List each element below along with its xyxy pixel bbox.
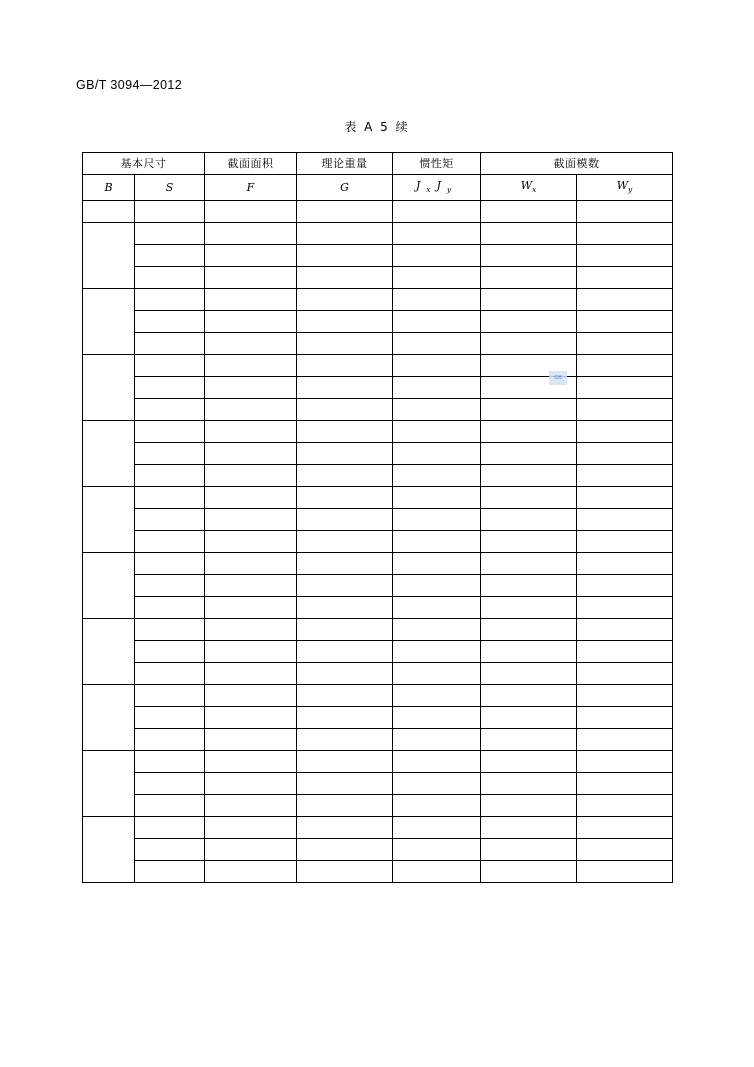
cell-s xyxy=(135,531,205,553)
cell-wy xyxy=(577,267,673,289)
table-row xyxy=(83,289,673,311)
cell-wy xyxy=(577,553,673,575)
cell-wx xyxy=(481,575,577,597)
cell-wy xyxy=(577,685,673,707)
cell-wx xyxy=(481,861,577,883)
table-row xyxy=(83,575,673,597)
cell-wx xyxy=(481,839,577,861)
cell-s xyxy=(135,443,205,465)
cell-b-merged xyxy=(83,553,135,619)
header-basic-dimension: 基本尺寸 xyxy=(83,153,205,175)
cell-j xyxy=(393,245,481,267)
cell-g xyxy=(297,421,393,443)
cell-s xyxy=(135,201,205,223)
header-symbol-s: S xyxy=(135,175,205,201)
cell-s xyxy=(135,289,205,311)
cell-g xyxy=(297,663,393,685)
cell-j xyxy=(393,223,481,245)
cell-j xyxy=(393,729,481,751)
cell-j xyxy=(393,553,481,575)
cell-s xyxy=(135,685,205,707)
cell-s xyxy=(135,355,205,377)
cell-g xyxy=(297,685,393,707)
cell-f xyxy=(205,355,297,377)
cell-f xyxy=(205,201,297,223)
cell-b-merged xyxy=(83,487,135,553)
cell-wx xyxy=(481,399,577,421)
cell-wx xyxy=(481,421,577,443)
cell-s xyxy=(135,245,205,267)
cell-wy xyxy=(577,465,673,487)
cell-s xyxy=(135,729,205,751)
cell-g xyxy=(297,201,393,223)
cell-wy xyxy=(577,333,673,355)
cell-g xyxy=(297,465,393,487)
cell-wx xyxy=(481,245,577,267)
cell-g xyxy=(297,575,393,597)
cell-wx xyxy=(481,685,577,707)
table-row xyxy=(83,509,673,531)
table-row xyxy=(83,685,673,707)
cell-g xyxy=(297,355,393,377)
cell-s xyxy=(135,311,205,333)
cell-j xyxy=(393,421,481,443)
cell-b-merged xyxy=(83,289,135,355)
cell-wx xyxy=(481,619,577,641)
cell-wy xyxy=(577,223,673,245)
cell-g xyxy=(297,707,393,729)
cell-wy xyxy=(577,531,673,553)
cell-wx xyxy=(481,311,577,333)
cell-s xyxy=(135,267,205,289)
cell-g xyxy=(297,531,393,553)
header-symbol-g: G xyxy=(297,175,393,201)
cell-g xyxy=(297,839,393,861)
table-row xyxy=(83,201,673,223)
cell-wx xyxy=(481,553,577,575)
cell-f xyxy=(205,575,297,597)
cell-f xyxy=(205,641,297,663)
cell-wy xyxy=(577,509,673,531)
standard-code-header: GB/T 3094—2012 xyxy=(76,78,183,92)
cell-j xyxy=(393,641,481,663)
cell-j xyxy=(393,839,481,861)
cell-g xyxy=(297,597,393,619)
cell-g xyxy=(297,223,393,245)
cell-j xyxy=(393,311,481,333)
cell-wx xyxy=(481,267,577,289)
cell-j xyxy=(393,663,481,685)
cell-f xyxy=(205,443,297,465)
cell-g xyxy=(297,377,393,399)
table-row xyxy=(83,729,673,751)
cell-f xyxy=(205,597,297,619)
cell-f xyxy=(205,245,297,267)
table-container xyxy=(82,152,672,883)
table-row xyxy=(83,377,673,399)
cell-wy xyxy=(577,201,673,223)
steel-section-table xyxy=(82,152,673,883)
cell-f xyxy=(205,531,297,553)
table-header-row-1 xyxy=(83,153,673,175)
cell-s xyxy=(135,619,205,641)
cell-f xyxy=(205,377,297,399)
cell-wx xyxy=(481,817,577,839)
cell-g xyxy=(297,641,393,663)
header-section-modulus: 截面模数 xyxy=(481,153,673,175)
cell-f xyxy=(205,751,297,773)
cell-g xyxy=(297,795,393,817)
cell-j xyxy=(393,465,481,487)
cell-wy xyxy=(577,421,673,443)
cell-wy xyxy=(577,641,673,663)
cell-s xyxy=(135,487,205,509)
cell-wy xyxy=(577,245,673,267)
cell-g xyxy=(297,861,393,883)
cell-s xyxy=(135,465,205,487)
cell-f xyxy=(205,685,297,707)
cell-j xyxy=(393,509,481,531)
table-row xyxy=(83,861,673,883)
cell-s xyxy=(135,553,205,575)
cell-wx xyxy=(481,487,577,509)
cell-g xyxy=(297,751,393,773)
cell-j xyxy=(393,267,481,289)
cell-f xyxy=(205,839,297,861)
table-row xyxy=(83,839,673,861)
cell-s xyxy=(135,509,205,531)
cell-g xyxy=(297,333,393,355)
table-row xyxy=(83,751,673,773)
cell-s xyxy=(135,575,205,597)
cell-g xyxy=(297,773,393,795)
cell-s xyxy=(135,333,205,355)
cell-b-merged xyxy=(83,685,135,751)
cell-j xyxy=(393,861,481,883)
cell-j xyxy=(393,751,481,773)
header-symbol-b: B xyxy=(83,175,135,201)
header-symbol-wx: $W_x$ xyxy=(481,175,577,201)
cell-b-merged xyxy=(83,421,135,487)
header-theoretical-weight: 理论重量 xyxy=(297,153,393,175)
table-row xyxy=(83,707,673,729)
table-row xyxy=(83,465,673,487)
cell-s xyxy=(135,399,205,421)
cell-g xyxy=(297,245,393,267)
cell-wx xyxy=(481,707,577,729)
table-row xyxy=(83,597,673,619)
cell-j xyxy=(393,487,481,509)
cell-s xyxy=(135,751,205,773)
cell-s xyxy=(135,795,205,817)
cell-wx xyxy=(481,773,577,795)
cell-g xyxy=(297,311,393,333)
cell-s xyxy=(135,707,205,729)
cell-wx xyxy=(481,641,577,663)
cell-g xyxy=(297,487,393,509)
cell-wy xyxy=(577,443,673,465)
cell-s xyxy=(135,223,205,245)
cell-g xyxy=(297,553,393,575)
cell-f xyxy=(205,399,297,421)
table-row xyxy=(83,619,673,641)
cell-j xyxy=(393,707,481,729)
cell-wx xyxy=(481,663,577,685)
cell-wy xyxy=(577,795,673,817)
cell-j xyxy=(393,289,481,311)
cell-wy xyxy=(577,575,673,597)
cell-g xyxy=(297,729,393,751)
cell-wy xyxy=(577,817,673,839)
cell-f xyxy=(205,729,297,751)
cell-wx xyxy=(481,201,577,223)
cell-wx xyxy=(481,509,577,531)
cell-s xyxy=(135,861,205,883)
table-row xyxy=(83,817,673,839)
cell-wy xyxy=(577,729,673,751)
cell-f xyxy=(205,619,297,641)
table-row xyxy=(83,795,673,817)
cell-g xyxy=(297,817,393,839)
cell-wx xyxy=(481,333,577,355)
cell-b-merged xyxy=(83,817,135,883)
cell-j xyxy=(393,575,481,597)
cell-j xyxy=(393,685,481,707)
cell-wx xyxy=(481,223,577,245)
cell-wy xyxy=(577,707,673,729)
cell-g xyxy=(297,443,393,465)
cell-f xyxy=(205,509,297,531)
cell-f xyxy=(205,465,297,487)
cell-wx xyxy=(481,443,577,465)
cell-j xyxy=(393,399,481,421)
cell-j xyxy=(393,377,481,399)
cell-j xyxy=(393,355,481,377)
header-moment-of-inertia: 惯性矩 xyxy=(393,153,481,175)
cell-s xyxy=(135,817,205,839)
cell-wx xyxy=(481,751,577,773)
table-row xyxy=(83,531,673,553)
cell-s xyxy=(135,839,205,861)
cell-wy xyxy=(577,311,673,333)
cell-f xyxy=(205,421,297,443)
cell-s xyxy=(135,377,205,399)
header-symbol-wy: $W_y$ xyxy=(577,175,673,201)
table-row xyxy=(83,641,673,663)
cell-g xyxy=(297,509,393,531)
cell-b-merged xyxy=(83,751,135,817)
cell-b-merged xyxy=(83,355,135,421)
cell-f xyxy=(205,817,297,839)
cell-s xyxy=(135,641,205,663)
table-title: 表 A 5 续 xyxy=(344,120,410,134)
cell-f xyxy=(205,487,297,509)
cell-b-merged xyxy=(83,223,135,289)
cell-f xyxy=(205,333,297,355)
cell-wx xyxy=(481,531,577,553)
cell-wy xyxy=(577,751,673,773)
cell-s xyxy=(135,663,205,685)
cell-g xyxy=(297,399,393,421)
cell-wy xyxy=(577,773,673,795)
cell-j xyxy=(393,795,481,817)
cell-j xyxy=(393,597,481,619)
table-row xyxy=(83,487,673,509)
table-row xyxy=(83,553,673,575)
cell-wy xyxy=(577,663,673,685)
table-row xyxy=(83,399,673,421)
cell-f xyxy=(205,861,297,883)
cell-wy xyxy=(577,289,673,311)
table-row xyxy=(83,421,673,443)
table-row xyxy=(83,443,673,465)
cell-f xyxy=(205,223,297,245)
cell-wx xyxy=(481,465,577,487)
watermark-stamp: GB xyxy=(549,371,567,385)
cell-f xyxy=(205,267,297,289)
cell-g xyxy=(297,267,393,289)
cell-s xyxy=(135,597,205,619)
cell-wy xyxy=(577,487,673,509)
cell-f xyxy=(205,553,297,575)
cell-wy xyxy=(577,399,673,421)
table-row xyxy=(83,223,673,245)
table-row xyxy=(83,245,673,267)
cell-s xyxy=(135,773,205,795)
cell-wy xyxy=(577,839,673,861)
table-row xyxy=(83,663,673,685)
cell-j xyxy=(393,333,481,355)
cell-j xyxy=(393,619,481,641)
table-row xyxy=(83,355,673,377)
header-symbol-jx-jy: $J_xJ_y$ xyxy=(393,175,481,201)
table-row xyxy=(83,267,673,289)
table-row xyxy=(83,773,673,795)
cell-f xyxy=(205,663,297,685)
cell-g xyxy=(297,619,393,641)
cell-s xyxy=(135,421,205,443)
cell-j xyxy=(393,443,481,465)
cell-j xyxy=(393,817,481,839)
cell-wy xyxy=(577,355,673,377)
cell-wx xyxy=(481,597,577,619)
header-symbol-f: F xyxy=(205,175,297,201)
table-row xyxy=(83,333,673,355)
cell-wx xyxy=(481,729,577,751)
cell-g xyxy=(297,289,393,311)
cell-wy xyxy=(577,377,673,399)
cell-wy xyxy=(577,861,673,883)
cell-b-merged xyxy=(83,619,135,685)
cell-j xyxy=(393,201,481,223)
cell-f xyxy=(205,289,297,311)
cell-b xyxy=(83,201,135,223)
table-row xyxy=(83,311,673,333)
cell-j xyxy=(393,531,481,553)
cell-wy xyxy=(577,619,673,641)
cell-f xyxy=(205,795,297,817)
header-section-area: 截面面积 xyxy=(205,153,297,175)
table-header-row-2 xyxy=(83,175,673,201)
cell-wx xyxy=(481,795,577,817)
cell-f xyxy=(205,311,297,333)
cell-f xyxy=(205,707,297,729)
cell-j xyxy=(393,773,481,795)
cell-wx xyxy=(481,289,577,311)
cell-f xyxy=(205,773,297,795)
cell-wy xyxy=(577,597,673,619)
